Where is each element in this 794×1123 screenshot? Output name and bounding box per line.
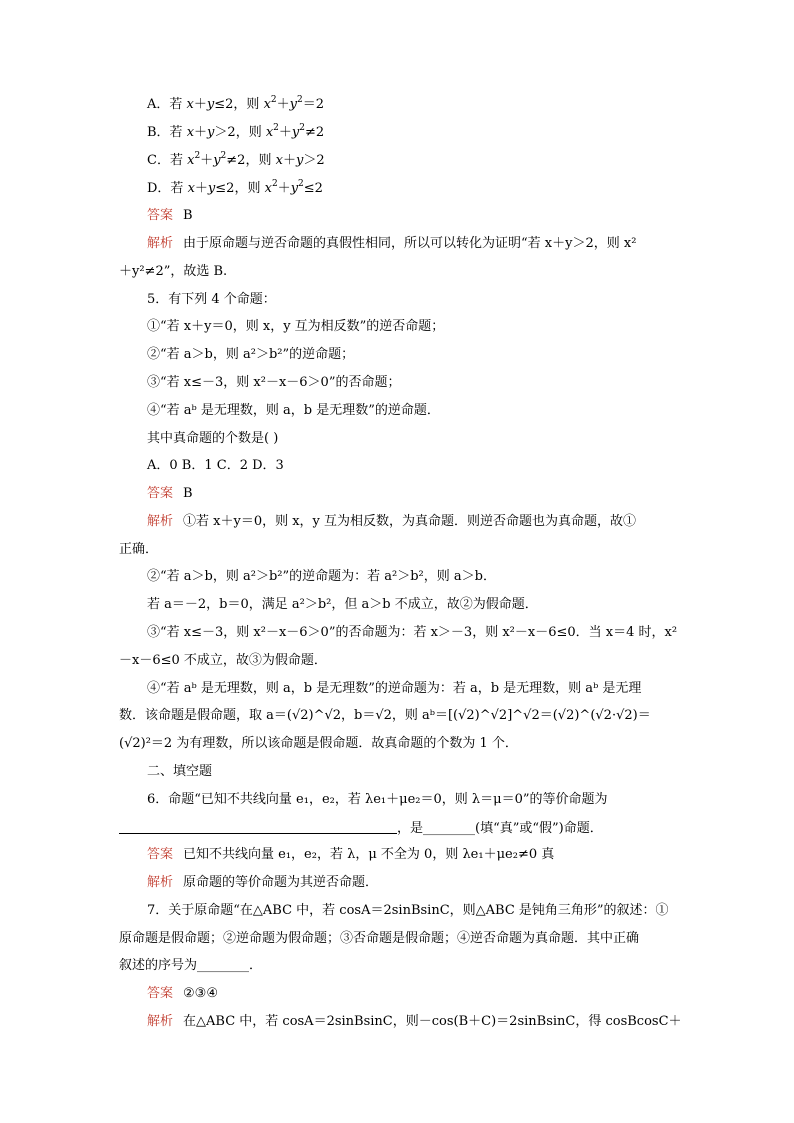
q5-analysis-1b: 正确．	[119, 542, 159, 557]
analysis-tag: 解析	[147, 514, 174, 529]
answer-tag: 答案	[147, 208, 174, 223]
q5-item-4: ④“若 aᵇ 是无理数，则 a，b 是无理数”的逆命题．	[147, 403, 440, 418]
q5-analysis-3b: －x－6≤0 不成立，故③为假命题．	[119, 653, 327, 668]
q4-option-c: C．若 $x^2+y^2\ne 2$，则 x＋y＞2	[147, 150, 325, 168]
q4-analysis-line-2: ＋y²≠2”，故选 B.	[119, 264, 228, 279]
q4-analysis-line-1: 解析 由于原命题与逆否命题的真假性相同，所以可以转化为证明“若 x＋y＞2，则 x²	[147, 236, 637, 251]
q6-answer: 答案 已知不共线向量 e₁，e₂，若 λ，μ 不全为 0，则 λe₁＋μe₂≠0 真	[147, 847, 555, 862]
q5-analysis-2b: 若 a＝－2，b＝0，满足 a²＞b²，但 a＞b 不成立，故②为假命题．	[147, 597, 538, 612]
q5-analysis-4c: (√2)²＝2 为有理数，所以该命题是假命题．故真命题的个数为 1 个．	[119, 736, 518, 751]
q6-stem: 6．命题“已知不共线向量 e₁，e₂，若 λe₁＋μe₂＝0，则 λ＝μ＝0”的等价命题为	[147, 792, 608, 807]
q6-analysis: 解析 原命题的等价命题为其逆否命题．	[147, 875, 379, 890]
q7-line-3: 叙述的序号为________．	[119, 958, 263, 973]
q5-analysis-4b: 数．该命题是假命题，取 a＝(√2)^√2，b＝√2，则 aᵇ＝[(√2)^√2]^√2＝(√2)^(√2·√2)＝	[119, 708, 651, 723]
q6-answer-blank[interactable]	[119, 819, 397, 834]
q4-option-a: A．若 x＋y≤2，则 $x^2+y^2=2$	[147, 94, 325, 112]
answer-tag: 答案	[147, 486, 174, 501]
q7-stem: 7．关于原命题“在△ABC 中，若 cosA＝2sinBsinC，则△ABC 是钝角三角形”的叙述：①	[147, 903, 669, 918]
q4-option-d: D．若 x＋y≤2，则 $x^2+y^2\le 2$	[147, 178, 323, 196]
q7-answer: 答案 ②③④	[147, 986, 218, 1001]
q5-item-1: ①“若 x＋y＝0，则 x，y 互为相反数”的逆否命题；	[147, 319, 445, 334]
answer-tag: 答案	[147, 847, 174, 862]
analysis-tag: 解析	[147, 875, 174, 890]
q5-options: A．0 B．1 C．2 D．3	[147, 458, 284, 473]
q5-item-3: ③“若 x≤－3，则 x²－x－6＞0”的否命题；	[147, 375, 401, 390]
q5-question: 其中真命题的个数是( )	[147, 431, 279, 446]
q7-line-2: 原命题是假命题；②逆命题为假命题；③否命题是假命题；④逆否命题为真命题．其中正确	[119, 931, 640, 946]
q5-item-2: ②“若 a＞b，则 a²＞b²”的逆命题；	[147, 347, 355, 362]
q4-option-b: B．若 x＋y＞2，则 $x^2+y^2\ne 2$	[147, 122, 325, 140]
q5-analysis-3: ③“若 x≤－3，则 x²－x－6＞0”的否命题为：若 x＞－3，则 x²－x－6≤0．当 x＝4 时，x²	[147, 625, 678, 640]
q5-analysis-1: 解析 ①若 x＋y＝0，则 x，y 互为相反数，为真命题．则逆否命题也为真命题，故①	[147, 514, 637, 529]
section-heading-fill-in: 二、填空题	[147, 764, 213, 779]
q5-analysis-2: ②“若 a＞b，则 a²＞b²”的逆命题为：若 a²＞b²，则 a＞b．	[147, 569, 496, 584]
q4-answer: 答案 B	[147, 208, 193, 223]
q6-line-2: ，是________(填“真”或“假”)命题．	[119, 819, 603, 838]
q5-stem: 5．有下列 4 个命题：	[147, 292, 276, 307]
answer-tag: 答案	[147, 986, 174, 1001]
analysis-tag: 解析	[147, 236, 174, 251]
q5-answer: 答案 B	[147, 486, 193, 501]
q5-analysis-4: ④“若 aᵇ 是无理数，则 a，b 是无理数”的逆命题为：若 a，b 是无理数，则 aᵇ 是无理	[147, 681, 642, 696]
analysis-tag: 解析	[147, 1014, 174, 1029]
q7-analysis: 解析 在△ABC 中，若 cosA＝2sinBsinC，则－cos(B＋C)＝2sinBsinC，得 cosBcosC＋	[147, 1014, 682, 1029]
